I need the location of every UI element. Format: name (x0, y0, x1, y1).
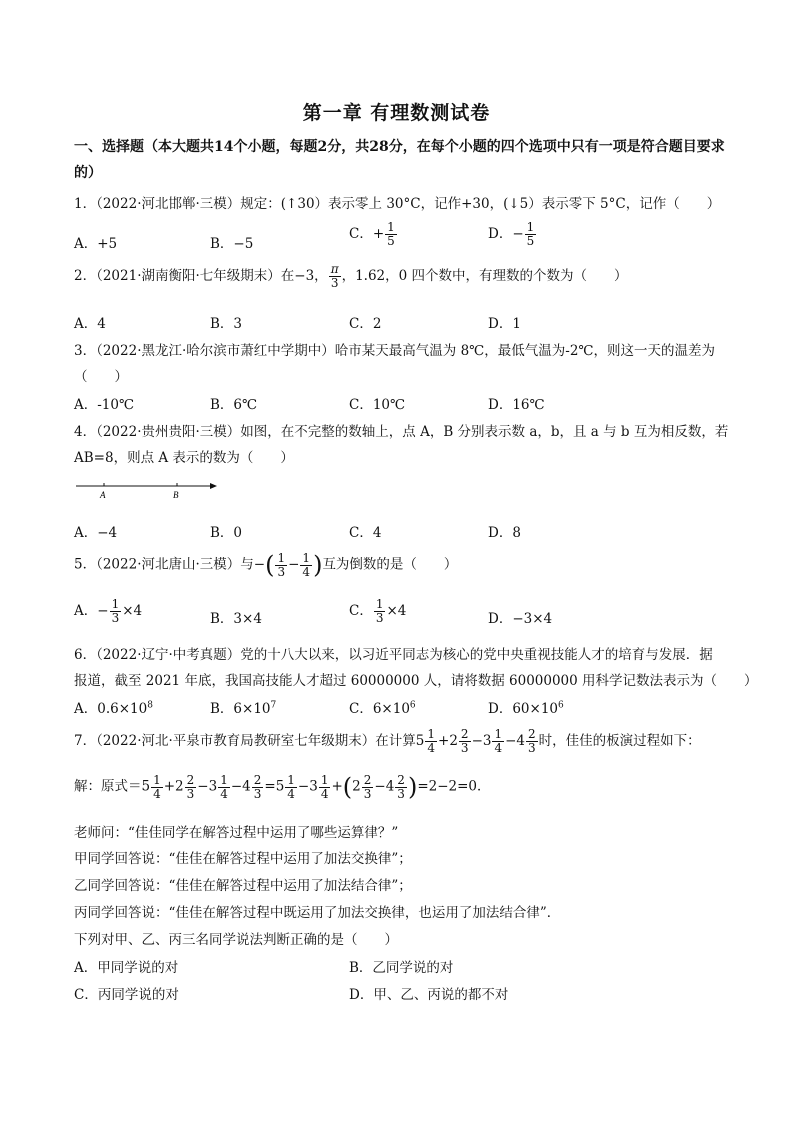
q7-option-b[interactable]: B．乙同学说的对 (349, 960, 454, 976)
q1-c-fraction: $\frac{1}{5}$ (387, 220, 395, 248)
q3-stem-line1: 3．（2022·黑龙江·哈尔滨市萧红中学期中）哈市某天最高气温为 8℃，最低气温为-2℃，则这一天的温差为 (74, 343, 716, 359)
q5-option-d[interactable]: D．−3×4 (488, 611, 553, 627)
q2-option-c[interactable]: C．2 (349, 316, 382, 332)
q7-teacher-question: 老师问：“佳佳同学在解答过程中运用了哪些运算律？” (74, 825, 399, 841)
page-title: 第一章 有理数测试卷 (302, 102, 491, 124)
q7-student-jia: 甲同学回答说：“佳佳在解答过程中运用了加法交换律”； (74, 851, 412, 867)
q1-stem: 1．（2022·河北邯郸·三模）规定：(↑30）表示零上 30°C，记作+30，(↓5）表示零下 5°C，记作（ ） (74, 196, 721, 212)
q2-stem: 2．（2021·湖南衡阳·七年级期末）在−3， $\frac{\pi}{3}$ ，1.62，0 四个数中，有理数的个数为（ ） (74, 262, 628, 290)
q4-option-a[interactable]: A．−4 (74, 525, 118, 541)
q4-option-b[interactable]: B．0 (210, 525, 243, 541)
q1-option-d[interactable] (488, 221, 537, 248)
section-heading: 一、选择题（本大题共14个小题，每题2分，共28分，在每个小题的四个选项中只有一项是符合题目要求的） (74, 139, 725, 181)
q1-option-b[interactable]: B．−5 (210, 236, 254, 252)
q4-option-d[interactable]: D．8 (488, 525, 521, 541)
q3-stem-line2: （ ） (74, 369, 128, 385)
q4-stem-line1: 4．（2022·贵州贵阳·三模）如图，在不完整的数轴上，点 A，B 分别表示数 a，b，且 a 与 b 互为相反数，若 (74, 424, 729, 440)
q1-d-fraction: $\frac{1}{5}$ (526, 220, 535, 248)
q6-option-c[interactable]: C．$6\times 10^6$ (349, 700, 416, 717)
q1-option-c[interactable] (349, 221, 398, 248)
q1-c-prefix: C．+ (349, 226, 385, 242)
q7-option-a[interactable]: A．甲同学说的对 (74, 960, 179, 976)
q5-option-a[interactable]: A．− $\frac{1}{3}$ ×4 (74, 597, 143, 625)
q6-option-d[interactable]: D．$60\times 10^6$ (488, 700, 564, 717)
q7-option-d[interactable]: D．甲、乙、丙说的都不对 (349, 987, 509, 1003)
q5-option-b[interactable]: B．3×4 (210, 611, 262, 627)
q3-option-c[interactable]: C．10℃ (349, 397, 406, 413)
q6-option-b[interactable]: B．$6\times 10^7$ (210, 700, 277, 717)
q2-option-a[interactable]: A．4 (74, 316, 106, 332)
q7-student-yi: 乙同学回答说：“佳佳在解答过程中运用了加法结合律”； (74, 878, 412, 894)
point-b-label: B (173, 490, 179, 500)
q7-student-bing: 丙同学回答说：“佳佳在解答过程中既运用了加法交换律，也运用了加法结合律”． (74, 905, 561, 921)
q7-ask: 下列对甲、乙、丙三名同学说法判断正确的是（ ） (74, 932, 398, 948)
q5-option-c[interactable]: C． $\frac{1}{3}$ ×4 (349, 597, 407, 625)
number-line-arrow (210, 483, 217, 489)
q4-option-c[interactable]: C．4 (349, 525, 382, 541)
q6-stem-line1: 6．（2022·辽宁·中考真题）党的十八大以来，以习近平同志为核心的党中央重视技能人才的培育与发展．据 (74, 647, 713, 663)
q3-option-a[interactable]: A．-10℃ (74, 397, 135, 413)
q3-option-d[interactable]: D．16℃ (488, 397, 545, 413)
q7-stem: 7．（2022·河北·平泉市教育局教研室七年级期末）在计算5 $\frac{1}{4}$ +2 $\frac{2}{3}$ −3 $\frac{1}{4}$ −4 $\frac{2}{3}$ 时，佳佳的板演过程如下： (74, 727, 701, 755)
q6-stem-line2: 报道，截至 2021 年底，我国高技能人才超过 60000000 人，请将数据 60000000 用科学记数法表示为（ ） (74, 673, 758, 689)
q6-option-a[interactable]: A．$0.6\times 10^8$ (74, 700, 153, 717)
q7-option-c[interactable]: C．丙同学说的对 (74, 987, 179, 1003)
q2-option-b[interactable]: B．3 (210, 316, 243, 332)
q7-solution: 解：原式＝5 $\frac{1}{4}$ +2 $\frac{2}{3}$ −3 $\frac{1}{4}$ −4 $\frac{2}{3}$ =5 $\frac{1}{4}$ −3 $\frac{1}{4}$ +(2 $\frac{2}{3}$ −4 $\frac{2}{3}$ )=2−2=0． (74, 772, 491, 801)
q1-d-prefix: D．− (488, 226, 524, 242)
number-line-figure (74, 480, 219, 504)
q4-stem-line2: AB=8，则点 A 表示的数为（ ） (74, 450, 294, 466)
q2-option-d[interactable]: D．1 (488, 316, 521, 332)
q5-stem: 5．（2022·河北唐山·三模）与−( $\frac{1}{3}$ − $\frac{1}{4}$ )互为倒数的是（ ） (74, 550, 458, 579)
q3-option-b[interactable]: B．6℃ (210, 397, 258, 413)
q2-pi-fraction: $\frac{\pi}{3}$ (330, 262, 339, 290)
point-a-label: A (100, 490, 106, 500)
q1-option-a[interactable]: A．+5 (74, 236, 118, 252)
